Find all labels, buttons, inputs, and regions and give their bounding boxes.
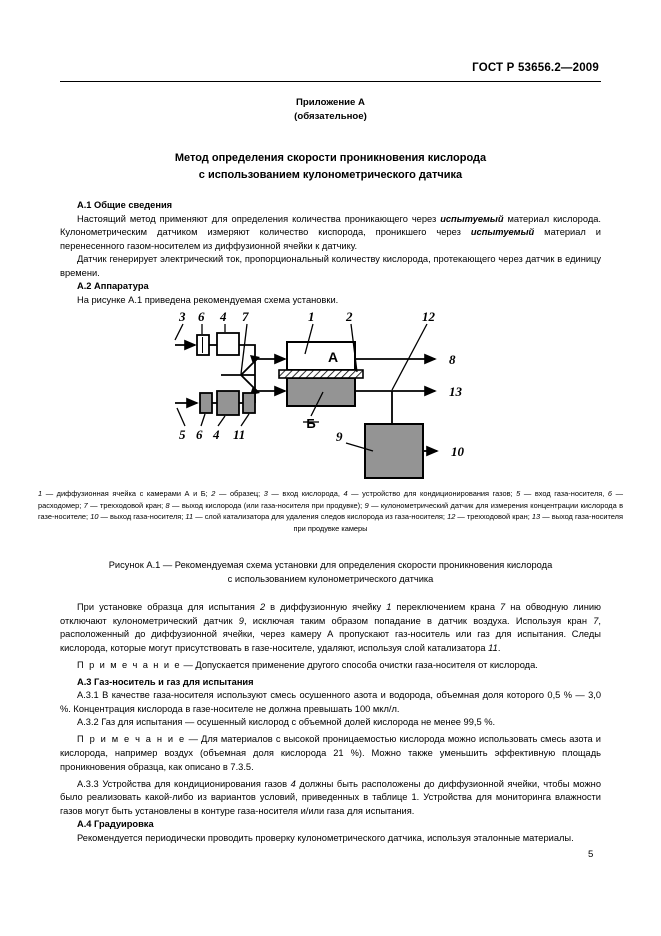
legend-key-9: 9: [364, 500, 369, 510]
legend-key-6: 6: [607, 489, 613, 498]
section-a4-heading: A.4 Градуировка: [77, 819, 154, 830]
a1-p1-part-b: материал кислорода. Кулонометрическим датчиком измеряют количество киспорода, проникшего через: [60, 213, 602, 238]
a1-p1-emph-1: испытуемый: [440, 213, 504, 224]
header-rule: [60, 81, 601, 82]
legend-text-1: — диффузионная ячейка с камерами А и Б;: [42, 489, 212, 498]
figure-label-11: 11: [232, 427, 245, 442]
chamber-b-label: Б: [305, 416, 316, 431]
figure-a1: [60, 296, 601, 488]
legend-key-11: 11: [185, 512, 194, 522]
legend-key-12: 12: [447, 512, 456, 522]
figure-caption-line2: с использованием кулонометрического датчика: [227, 574, 434, 584]
note-2-lead: П р и м е ч а н и е: [77, 734, 186, 745]
legend-key-4: 4: [343, 489, 348, 498]
legend-text-12: — трехходовой кран;: [455, 512, 532, 522]
page-title-line2: с использованием кулонометрического датчика: [198, 169, 463, 181]
legend-text-2: — образец;: [215, 489, 264, 498]
legend-text-4: — устройство для кондиционирования газов;: [347, 489, 517, 498]
figure-label-12: 12: [421, 309, 435, 324]
pf-part-d: на обводную линию отключают кулонометрический датчик: [60, 602, 602, 626]
figure-label-13: 13: [448, 384, 462, 399]
a1-p1-part-a: Настоящий метод применяют для определения количества проникающего через: [77, 213, 441, 224]
figure-label-7: 7: [241, 309, 248, 324]
section-a4-paragraph-1: Рекомендуется периодически проводить проверку кулонометрического датчика, используя эталонные материалы.: [77, 832, 574, 843]
figure-label-10: 10: [450, 444, 464, 459]
pf-ref-2: 2: [259, 602, 266, 612]
legend-text-13: — выход газа-носителя при продувке камеры: [293, 512, 623, 533]
legend-key-7: 7: [83, 500, 88, 510]
chamber-a-label: А: [327, 349, 338, 365]
figure-label-8: 8: [448, 352, 455, 367]
pf-ref-7b: 7: [593, 615, 599, 626]
legend-text-5: — вход газа-носителя,: [520, 489, 608, 498]
pf-part-a: При установке образца для испытания: [77, 602, 260, 612]
pf-ref-9: 9: [238, 615, 244, 626]
legend-key-10: 10: [90, 512, 99, 522]
section-a3-1: A.3.1 В качестве газа-носителя используют смесь осушенного азота и водорода, объемная доля которого 0,5 % — 3,0 %. Концентрация кислорода в газе-носителе не должна превышать 100 мкл/л.: [60, 690, 601, 714]
pf-part-f: , расположенный до диффузионной ячейки, через камеру А пропускают газ-носитель или газ для испытания. Следы кислорода, которые могут присутствовать в газе-носителе, удаляют, используя слой катализатора: [60, 615, 601, 653]
legend-text-10: — выход газа-носителя;: [98, 512, 186, 522]
body-text-lower: [60, 601, 601, 845]
apparatus-schematic-diagram: [161, 296, 501, 486]
section-a2-paragraph-1: На рисунке А.1 приведена рекомендуемая схема установки.: [77, 294, 339, 305]
figure-label-4-bottom: 4: [212, 427, 219, 442]
figure-label-6-top: 6: [197, 309, 204, 324]
section-a3-heading: A.3 Газ-носитель и газ для испытания: [77, 676, 254, 687]
figure-label-2: 2: [345, 309, 352, 324]
a1-p1-emph-2: испытуемый: [470, 227, 535, 238]
figure-caption: [60, 558, 601, 586]
annex-heading: [60, 96, 601, 124]
section-a1-paragraph-2: Датчик генерирует электрический ток, пропорциональный количеству кислорода, протекающего через датчик в единицу времени.: [60, 254, 601, 278]
legend-text-11: — слой катализатора для удаления следов кислорода из газа-носителя;: [193, 512, 448, 522]
note-1: [60, 659, 601, 673]
section-a2-heading: A.2 Аппаратура: [77, 281, 149, 292]
note-2-text: — Для материалов с высокой проницаемостью кислорода можно использовать смесь азота и кислорода, например воздух (объемная доля кислорода 21 %). Можно также уменьшить эффективную площадь проникновения образца, как описано в 7.3.5.: [60, 734, 602, 772]
figure-label-1: 1: [307, 309, 314, 324]
note-2: [60, 733, 601, 774]
standard-number-header: ГОСТ Р 53656.2—2009: [472, 62, 599, 74]
legend-key-13: 13: [531, 512, 541, 522]
note-1-text: — Допускается применение другого способа очистки газа-носителя от кислорода.: [180, 659, 538, 670]
page-title: [60, 150, 601, 184]
figure-caption-line1: Рисунок А.1 — Рекомендуемая схема установки для определения скорости проникновения кислорода: [108, 560, 553, 570]
a33-part-a: A.3.3 Устройства для кондиционирования газов: [77, 778, 291, 789]
section-a1-paragraph-1: [60, 213, 601, 254]
legend-key-8: 8: [165, 500, 170, 510]
pf-ref-11: 11: [488, 642, 498, 653]
legend-text-9: — кулонометрический датчик для измерения концентрации кислорода в газе-носителе;: [38, 500, 624, 522]
legend-key-3: 3: [263, 489, 268, 498]
pf-part-g: .: [497, 642, 501, 653]
figure-label-4-top: 4: [219, 309, 226, 324]
legend-text-6: — расходомер;: [38, 489, 623, 510]
pf-part-b: в диффузионную ячейку: [265, 602, 387, 612]
legend-text-7: — трехходовой кран;: [87, 500, 166, 510]
page-title-line1: Метод определения скорости проникновения кислорода: [174, 152, 487, 164]
legend-key-2: 2: [211, 489, 216, 498]
section-a3-3: [60, 778, 601, 819]
figure-legend: [38, 488, 623, 534]
legend-key-1: 1: [38, 489, 43, 498]
figure-label-9: 9: [335, 429, 342, 444]
legend-text-3: — вход кислорода,: [267, 489, 344, 498]
section-a3-2: A.3.2 Газ для испытания — осушенный кислород с объемной долей кислорода не менее 99,5 %.: [77, 717, 496, 728]
body-text-upper: [60, 199, 601, 307]
figure-label-6-bottom: 6: [195, 427, 202, 442]
pf-ref-1: 1: [386, 602, 392, 612]
pf-part-c: переключением крана: [391, 602, 501, 612]
figure-label-3: 3: [178, 309, 185, 324]
post-figure-paragraph: [60, 601, 601, 655]
figure-label-5: 5: [178, 427, 185, 442]
pf-ref-7: 7: [500, 602, 506, 612]
pf-part-e: , исключая таким образом попадание в датчик воздуха. Используя кран: [243, 615, 594, 626]
legend-text-8: — выход кислорода (или газа-носителя при продувке);: [169, 500, 365, 510]
annex-title: Приложение А: [296, 97, 365, 108]
page-number: 5: [588, 849, 594, 860]
annex-subtitle: (обязательное): [294, 111, 367, 122]
a33-ref-4: 4: [290, 778, 296, 789]
legend-key-5: 5: [516, 489, 521, 498]
section-a1-heading: A.1 Общие сведения: [77, 200, 173, 210]
a1-p1-part-c: материал и перенесенного газом-носителем из диффузионной ячейки к датчику.: [60, 227, 602, 251]
a33-part-b: должны быть расположены до диффузионной ячейки, чтобы можно было реализовать какой-либо из вариантов условий, приведенных в таблице 1. Устройства для мониторинга влажности газов могут быть установлены в контуре газа-носителя и/или газа для испытания.: [60, 778, 601, 816]
note-1-lead: П р и м е ч а н и е: [77, 659, 181, 670]
